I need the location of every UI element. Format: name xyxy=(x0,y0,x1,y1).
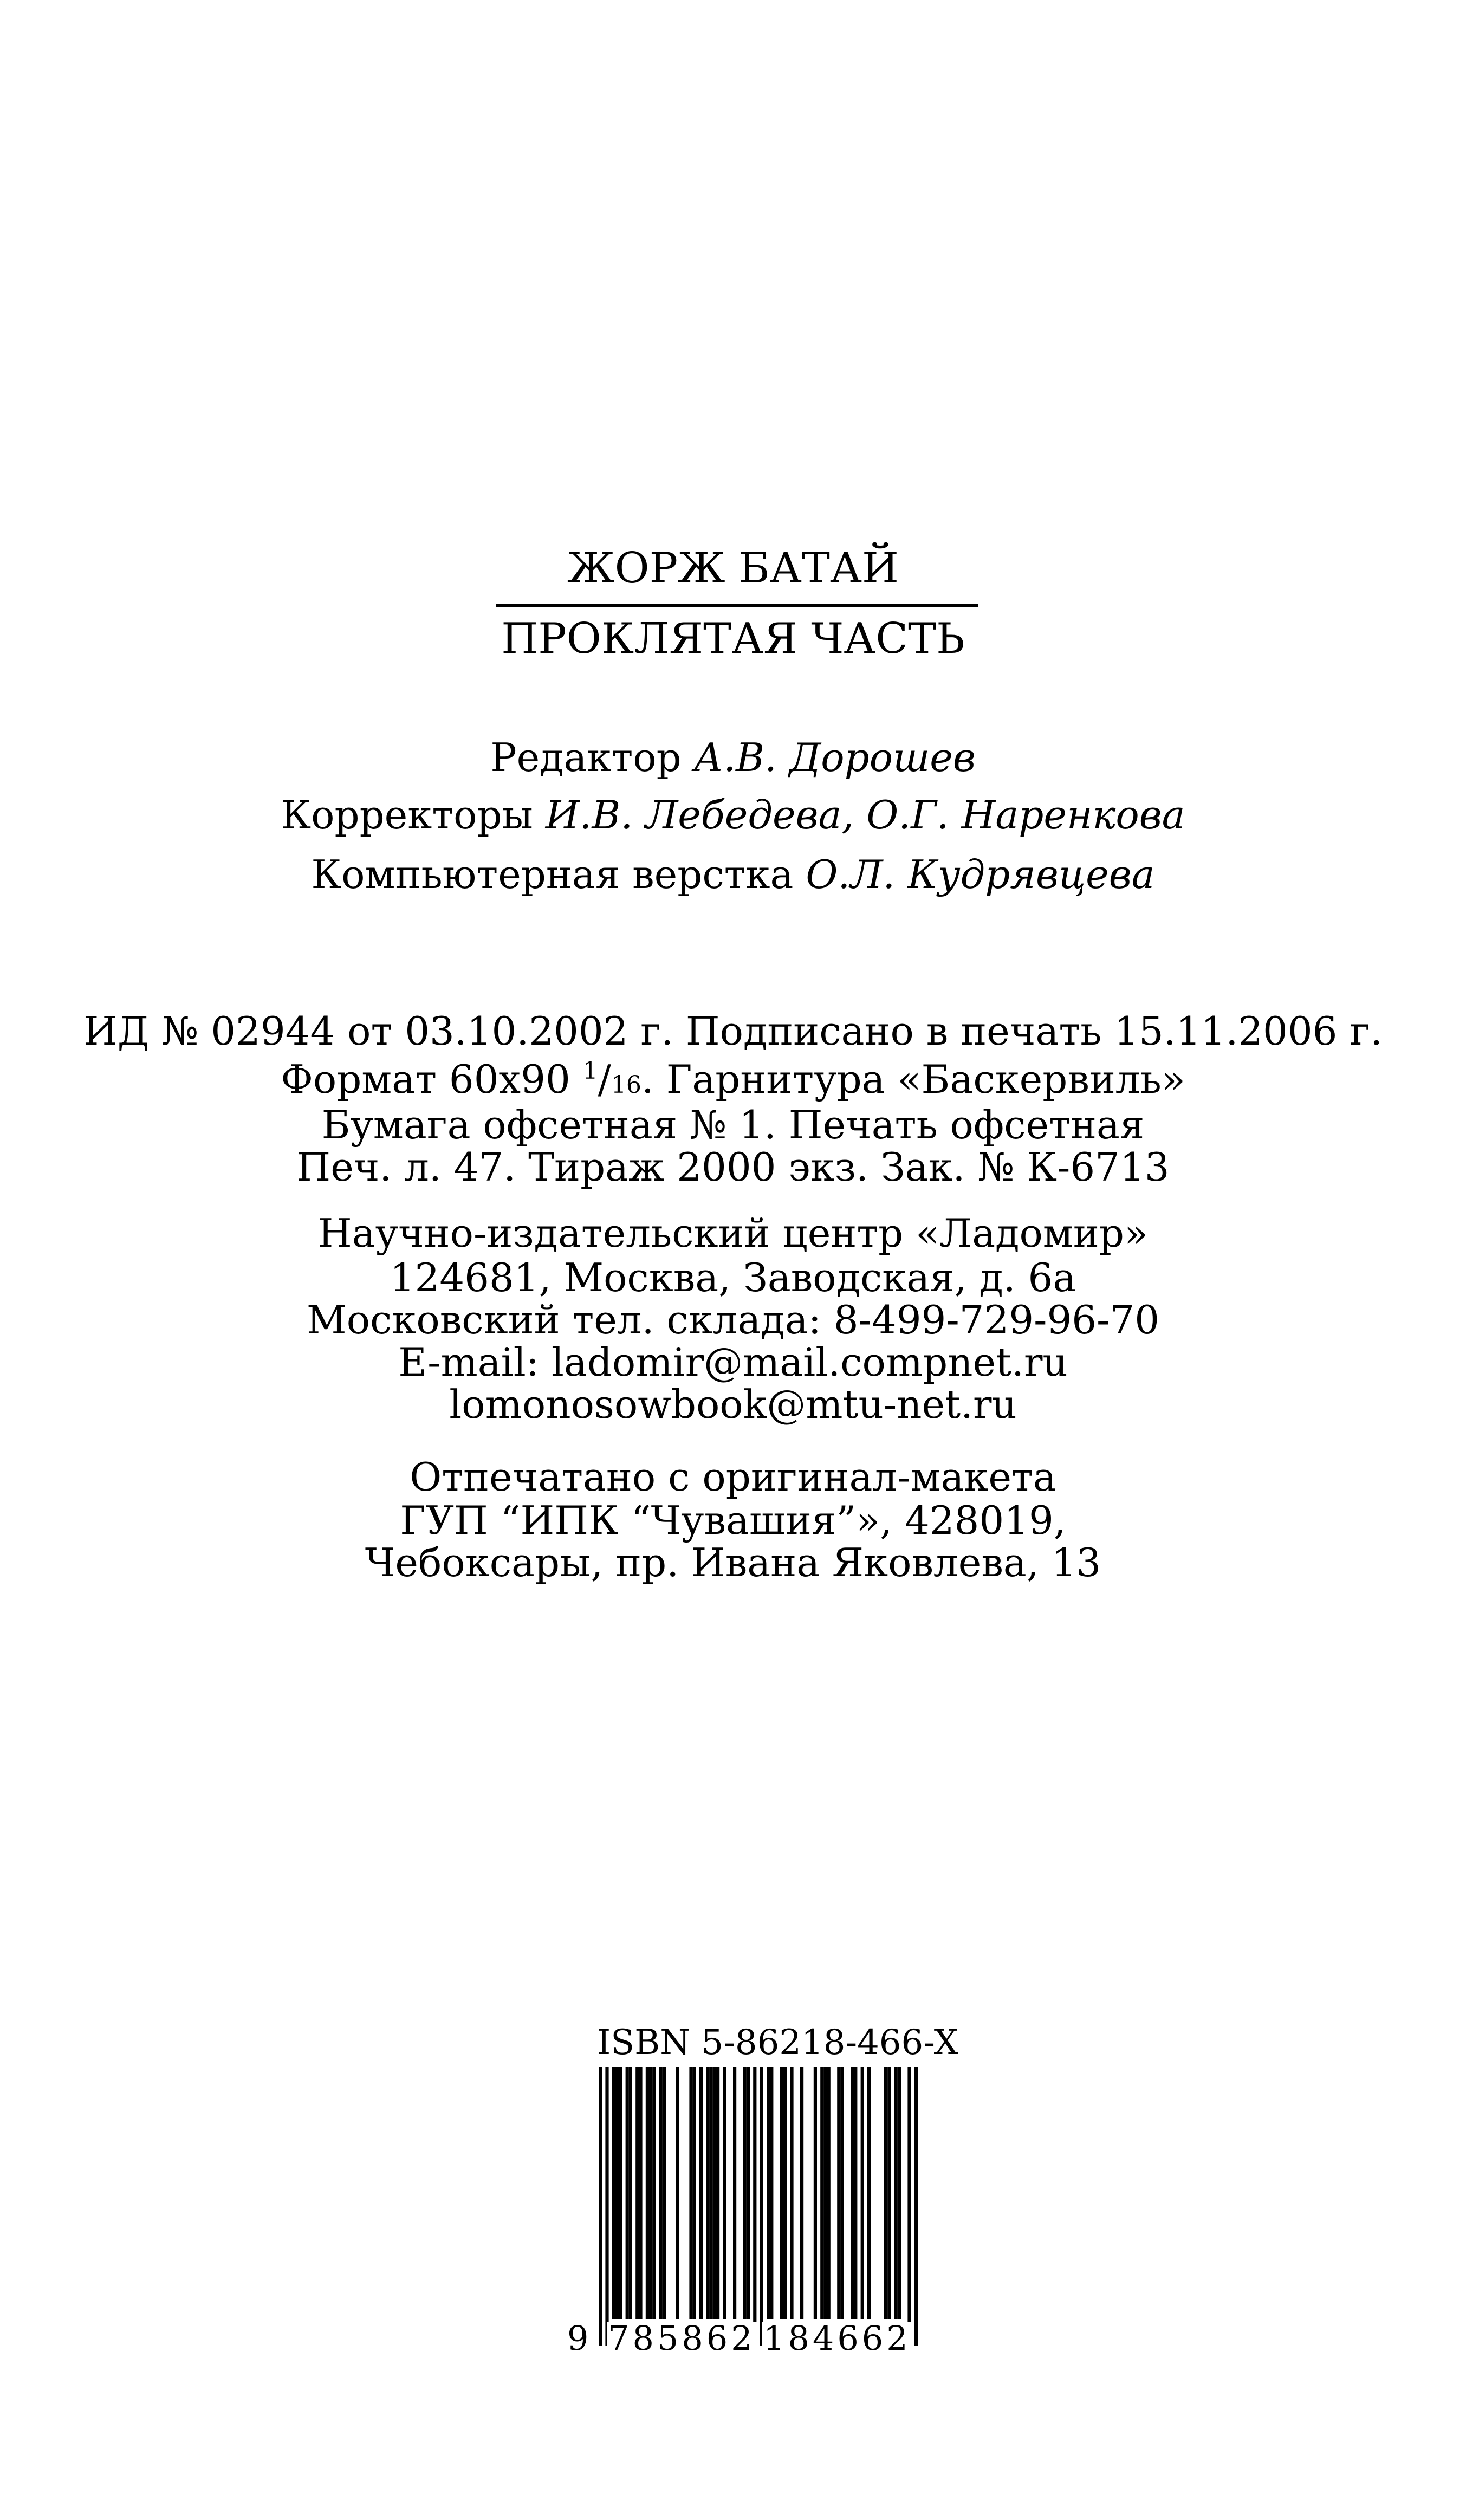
format-frac-num: 1 xyxy=(582,1057,598,1085)
title-rule xyxy=(496,604,978,607)
printer-line-1: Отпечатано с оригинал-макета xyxy=(410,1454,1056,1500)
credit-names: И.В. Лебедева, О.Г. Наренкова xyxy=(545,792,1185,838)
imprint-line-3: Бумага офсетная № 1. Печать офсетная xyxy=(321,1102,1145,1148)
format-frac-den: 16 xyxy=(611,1071,641,1099)
barcode-bars xyxy=(591,2067,926,2349)
publisher-line-1: Научно-издательский центр «Ладомир» xyxy=(317,1210,1148,1256)
ean-right-group: 184662 xyxy=(763,2318,911,2358)
ean-first-digit: 9 xyxy=(567,2318,589,2358)
barcode xyxy=(591,2067,926,2349)
imprint-line-1: ИД № 02944 от 03.10.2002 г. Подписано в печать 15.11.2006 г. xyxy=(83,1008,1383,1054)
format-prefix: Формат 60x90 xyxy=(281,1057,570,1102)
credit-names: О.Л. Кудрявцева xyxy=(806,852,1155,897)
credit-layout xyxy=(0,852,1466,897)
author-name: ЖОРЖ БАТАЙ xyxy=(567,544,899,593)
credit-role: Компьютерная верстка xyxy=(311,852,794,897)
imprint-line-2: Формат 60x90 $^1$/16. Гарнитура «Баскервиль» xyxy=(281,1057,1185,1102)
imprint-line-4: Печ. л. 47. Тираж 2000 экз. Зак. № К-6713 xyxy=(296,1144,1170,1190)
format-suffix: . Гарнитура «Баскервиль» xyxy=(641,1057,1185,1102)
publisher-email-2: lomonosowbook@mtu-net.ru xyxy=(449,1382,1017,1427)
printer-line-3: Чебоксары, пр. Ивана Яковлева, 13 xyxy=(365,1540,1101,1585)
publisher-line-2: 124681, Москва, Заводская, д. 6а xyxy=(390,1255,1076,1300)
credit-role: Корректоры xyxy=(281,792,533,838)
book-title: ПРОКЛЯТАЯ ЧАСТЬ xyxy=(501,614,965,663)
credit-names: А.В. Дорошев xyxy=(693,735,976,780)
printer-line-2: ГУП “ИПК “Чувашия”», 428019, xyxy=(400,1498,1066,1543)
publisher-email: E-mail: ladomir@mail.compnet.ru xyxy=(398,1339,1068,1385)
credit-proofreaders xyxy=(0,792,1466,838)
credit-editor xyxy=(0,735,1466,780)
publisher-line-3: Московский тел. склада: 8-499-729-96-70 xyxy=(306,1297,1159,1343)
isbn-label: ISBN 5-86218-466-X xyxy=(597,2023,959,2063)
ean-left-group: 785862 xyxy=(608,2318,756,2358)
credit-role: Редактор xyxy=(490,735,682,780)
barcode-digits xyxy=(566,2311,935,2360)
